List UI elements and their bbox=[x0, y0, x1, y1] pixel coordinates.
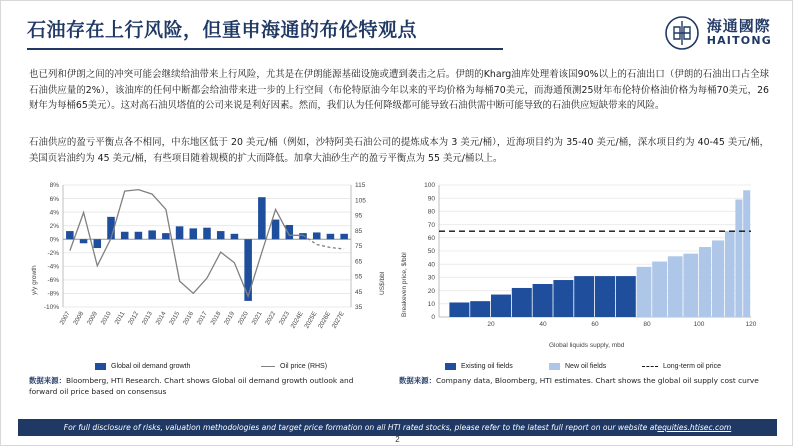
svg-text:65: 65 bbox=[355, 258, 363, 266]
svg-text:80: 80 bbox=[427, 208, 435, 216]
svg-text:45: 45 bbox=[355, 288, 363, 296]
logo-text-cn: 海通國際 bbox=[706, 17, 771, 36]
legend-swatch-oil-price bbox=[261, 366, 275, 367]
left-chart-canvas bbox=[29, 177, 385, 357]
svg-text:2012: 2012 bbox=[127, 310, 141, 327]
legend-new-oil-fields bbox=[549, 363, 606, 370]
source-note-left bbox=[29, 375, 379, 397]
haitong-logo-icon bbox=[665, 16, 699, 50]
source-right-text: Company data, Bloomberg, HTI estimates. Chart shows the global oil supply cost curve bbox=[435, 376, 759, 385]
source-note-right bbox=[399, 375, 769, 386]
svg-text:2018: 2018 bbox=[209, 310, 223, 327]
svg-text:-10%: -10% bbox=[43, 304, 59, 312]
svg-text:105: 105 bbox=[355, 197, 366, 205]
svg-text:75: 75 bbox=[355, 243, 363, 251]
svg-text:2008: 2008 bbox=[72, 310, 86, 327]
svg-text:2024E: 2024E bbox=[289, 310, 305, 330]
svg-text:-6%: -6% bbox=[47, 277, 59, 285]
svg-text:50: 50 bbox=[427, 248, 435, 256]
svg-text:6%: 6% bbox=[49, 195, 59, 203]
svg-text:2022: 2022 bbox=[264, 310, 278, 327]
footer-link[interactable]: equities.htisec.com bbox=[657, 423, 732, 432]
legend-label-oil-price: Oil price (RHS) bbox=[280, 363, 328, 370]
svg-text:-2%: -2% bbox=[47, 249, 59, 257]
legend-global-oil-demand-growth bbox=[95, 363, 190, 370]
svg-text:2021: 2021 bbox=[250, 310, 264, 327]
legend-label-existing: Existing oil fields bbox=[461, 363, 513, 370]
svg-text:8%: 8% bbox=[49, 182, 59, 190]
svg-text:2027E: 2027E bbox=[330, 310, 346, 330]
svg-text:0%: 0% bbox=[49, 236, 59, 244]
legend-swatch-demand bbox=[95, 363, 106, 370]
right-chart-y-axis-label: Breakeven price, $/bbl bbox=[401, 252, 408, 317]
svg-text:40: 40 bbox=[539, 321, 547, 328]
logo-text-block bbox=[707, 19, 772, 46]
svg-text:2025E: 2025E bbox=[303, 310, 319, 330]
svg-text:60: 60 bbox=[427, 235, 435, 242]
svg-text:2023: 2023 bbox=[277, 310, 292, 327]
legend-oil-price bbox=[261, 363, 327, 370]
svg-text:2013: 2013 bbox=[140, 310, 154, 327]
svg-text:60: 60 bbox=[591, 321, 599, 328]
footer-text: For full disclosure of risks, valuation methodologies and target price formation on all HTI rated stocks, please refer to the latest full report on our website at bbox=[63, 423, 658, 432]
svg-text:30: 30 bbox=[427, 274, 435, 282]
svg-text:2016: 2016 bbox=[181, 310, 196, 327]
page-number: 2 bbox=[395, 435, 400, 444]
svg-text:-4%: -4% bbox=[47, 263, 59, 271]
legend-existing-oil-fields bbox=[445, 363, 513, 370]
svg-text:2011: 2011 bbox=[113, 310, 127, 326]
svg-text:70: 70 bbox=[427, 221, 435, 229]
svg-text:40: 40 bbox=[427, 261, 435, 269]
svg-text:115: 115 bbox=[355, 182, 366, 190]
logo-text-en: HAITONG bbox=[706, 34, 772, 48]
svg-text:95: 95 bbox=[355, 212, 363, 220]
svg-text:100: 100 bbox=[424, 182, 435, 190]
svg-text:85: 85 bbox=[355, 227, 363, 235]
svg-text:0: 0 bbox=[431, 314, 435, 322]
svg-text:2015: 2015 bbox=[168, 310, 182, 327]
left-chart-y2-axis-label: US$/bbl bbox=[379, 271, 386, 295]
svg-text:10: 10 bbox=[427, 301, 435, 308]
title-underline bbox=[27, 48, 503, 50]
paragraph-one: 也已列和伊朗之间的冲突可能会继续给油带来上行风险，尤其是在伊朗能源基础设施或遭到袭击之后。伊朗的Kharg油库处理着该国90%以上的石油出口（伊朗的石油出口占全球石油供应量的2%），该油库的任何中断都会给油带来进一步的上行空间（布伦特原油今年以来的平均价格为每桶70美元，而海通预测25财年布伦特价格油价格为每桶70美元，26财年为每桶65美元）。这对高石油贝塔值的公司来说是利好因素。然而，我们认为任何降级都可能导致石油供需中断可能导致的石油供应短缺带来的风险。 bbox=[29, 69, 769, 111]
disclosure-footer bbox=[18, 419, 777, 436]
svg-text:2010: 2010 bbox=[99, 310, 113, 327]
source-left-text: Bloomberg, HTI Research. Chart shows Global oil demand growth outlook and forward oil price based on consensus bbox=[29, 376, 354, 396]
svg-text:20: 20 bbox=[427, 287, 435, 295]
svg-text:2020: 2020 bbox=[236, 310, 250, 327]
page-title: 石油存在上行风险，但重申海通的布伦特观点 bbox=[27, 19, 418, 41]
svg-text:80: 80 bbox=[643, 321, 651, 328]
paragraph-two: 石油供应的盈亏平衡点各不相同，中东地区低于 20 美元/桶（例如，沙特阿美石油公司的提炼成本为 3 美元/桶），近海项目约为 35-40 美元/桶，深水项目约为 40-45 美元/桶，美国页岩油约为 45 美元/桶，有些项目随着规模的扩大而降低。加拿大油砂生产的盈亏平衡点为 55 美元/桶以上。 bbox=[29, 137, 769, 164]
svg-text:35: 35 bbox=[355, 304, 363, 312]
svg-text:2009: 2009 bbox=[85, 310, 100, 327]
legend-long-term-oil-price bbox=[642, 363, 721, 370]
legend-swatch-existing bbox=[445, 363, 456, 370]
svg-text:2014: 2014 bbox=[154, 310, 168, 327]
svg-text:2026E: 2026E bbox=[316, 310, 333, 330]
svg-text:2%: 2% bbox=[49, 222, 59, 230]
oil-demand-growth-chart bbox=[29, 177, 386, 370]
svg-text:2007: 2007 bbox=[58, 310, 72, 327]
left-chart-y-axis-label: y/y growth bbox=[31, 265, 38, 295]
oil-supply-cost-curve-chart bbox=[399, 177, 769, 370]
right-chart-x-axis-label: Global liquids supply, mbd bbox=[549, 342, 625, 349]
svg-text:4%: 4% bbox=[49, 209, 59, 217]
svg-text:120: 120 bbox=[745, 321, 757, 328]
svg-text:20: 20 bbox=[487, 321, 495, 328]
source-left-label: 数据来源： bbox=[29, 376, 66, 385]
svg-text:100: 100 bbox=[693, 321, 705, 328]
legend-label-demand: Global oil demand growth bbox=[111, 363, 191, 370]
svg-text:55: 55 bbox=[355, 273, 363, 281]
legend-swatch-long-term-price bbox=[642, 366, 658, 367]
svg-text:2019: 2019 bbox=[223, 310, 237, 327]
legend-label-new: New oil fields bbox=[565, 363, 607, 370]
legend-label-long-term-price: Long-term oil price bbox=[663, 363, 721, 370]
svg-text:2017: 2017 bbox=[195, 310, 209, 327]
svg-text:90: 90 bbox=[427, 195, 435, 203]
source-right-label: 数据来源： bbox=[399, 376, 436, 385]
legend-swatch-new bbox=[549, 363, 560, 370]
company-logo bbox=[665, 13, 772, 53]
slide-header bbox=[1, 1, 793, 63]
right-chart-canvas bbox=[399, 177, 769, 357]
svg-text:-8%: -8% bbox=[47, 290, 59, 298]
